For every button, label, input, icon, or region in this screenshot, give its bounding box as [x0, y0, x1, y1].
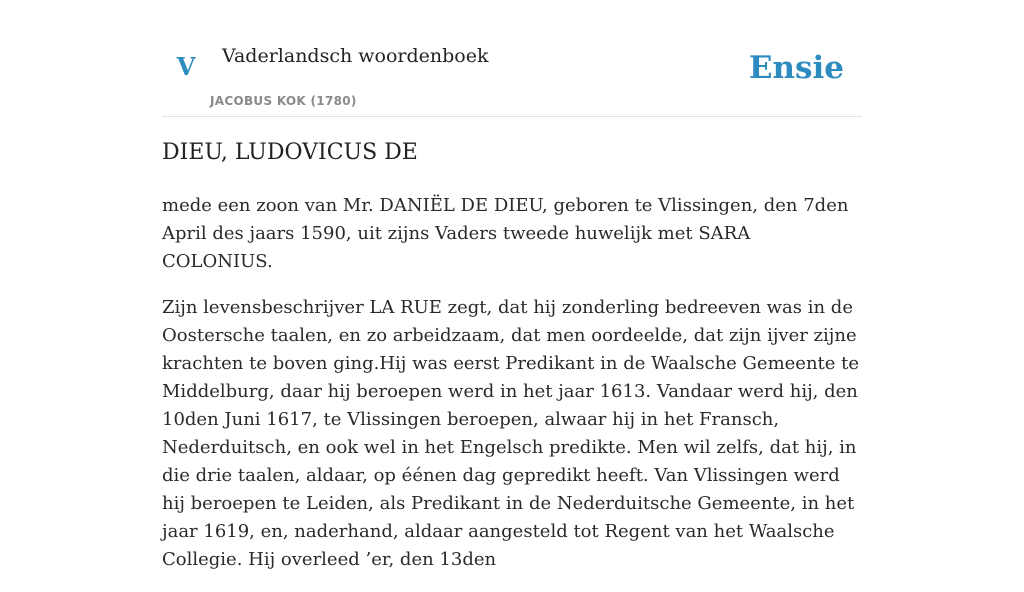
entry-paragraph: Zijn levensbeschrijver LA RUE zegt, dat hij zonderling bedreeven was in de Oostersche taalen, en zo arbeidzaam, dat men oordeelde, dat zijn ijver zijne krachten te boven ging.Hij was eerst Predikant in de Waalsche Gemeente te Middelburg, daar hij beroepen werd in het jaar 1613. Vandaar werd hij, den 10den Juni 1617, te Vlissingen beroepen, alwaar hij in het Fransch, Nederduitsch, en ook wel in het Engelsch predikte. Men wil zelfs, dat hij, in die drie taalen, aldaar, op éénen dag gepredikt heeft. Van Vlissingen werd hij beroepen te Leiden, als Predikant in de Nederduitsche Gemeente, in het jaar 1619, en, naderhand, aldaar aangesteld tot Regent van het Waalsche Collegie. Hij overleed ’er, den 13den: [162, 297, 860, 570]
header: [162, 0, 862, 117]
entry-title: DIEU, LUDOVICUS DE: [162, 140, 418, 165]
letter-badge[interactable]: V: [176, 52, 196, 81]
entry-paragraph: mede een zoon van Mr. DANIËL DE DIEU, geboren te Vlissingen, den 7den April des jaars 1590, uit zijns Vaders tweede huwelijk met SARA COLONIUS.: [162, 195, 849, 272]
entry-body: [162, 192, 862, 592]
book-author: JACOBUS KOK (1780): [210, 94, 357, 108]
book-title[interactable]: Vaderlandsch woordenboek: [222, 45, 489, 67]
ensie-logo[interactable]: Ensie: [748, 50, 844, 86]
